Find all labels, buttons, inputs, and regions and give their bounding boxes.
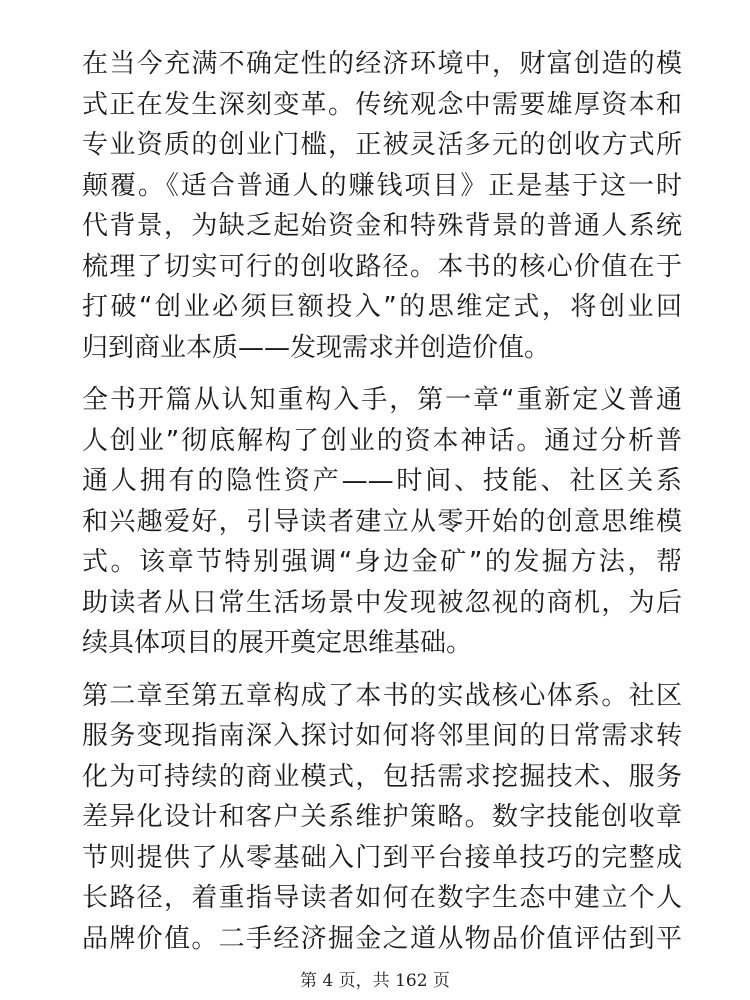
text-line: 式。该章节特别强调“身边金矿”的发掘方法，帮 (82, 547, 682, 577)
page-number-footer: 第 4 页，共 162 页 (300, 971, 450, 991)
text-line: 专业资质的创业门槛，正被灵活多元的创收方式所 (82, 130, 682, 160)
text-line: 差异化设计和客户关系维护策略。数字技能创收章 (82, 802, 682, 832)
paragraph-2 (82, 380, 682, 664)
text-line: 化为可持续的商业模式，包括需求挖掘技术、服务 (82, 761, 682, 792)
text-line: 和兴趣爱好，引导读者建立从零开始的创意思维模 (82, 506, 682, 537)
text-line: 长路径，着重指导读者如何在数字生态中建立个人 (82, 883, 682, 913)
paragraph-1 (82, 44, 682, 368)
text-line: 助读者从日常生活场景中发现被忽视的商机，为后 (82, 587, 682, 618)
text-line: 第二章至第五章构成了本书的实战核心体系。社区 (82, 680, 682, 711)
paragraph-3 (82, 676, 682, 960)
text-line: 品牌价值。二手经济掘金之道从物品价值评估到平 (82, 923, 682, 954)
text-line: 续具体项目的展开奠定思维基础。 (82, 628, 473, 658)
text-line: 服务变现指南深入探讨如何将邻里间的日常需求转 (82, 721, 682, 751)
text-line: 归到商业本质——发现需求并创造价值。 (82, 332, 551, 363)
text-line: 代背景，为缺乏起始资金和特殊背景的普通人系统 (82, 211, 682, 241)
text-line: 节则提供了从零基础入门到平台接单技巧的完整成 (82, 842, 682, 873)
text-line: 在当今充满不确定性的经济环境中，财富创造的模 (82, 49, 682, 79)
text-line: 人创业”彻底解构了创业的资本神话。通过分析普 (82, 425, 682, 456)
text-line: 通人拥有的隐性资产——时间、技能、社区关系 (82, 466, 682, 496)
text-line: 打破“创业必须巨额投入”的思维定式，将创业回 (82, 292, 682, 322)
text-line: 式正在发生深刻变革。传统观念中需要雄厚资本和 (82, 89, 682, 120)
text-line: 梳理了切实可行的创收路径。本书的核心价值在于 (82, 251, 682, 282)
page-body (82, 44, 682, 971)
text-line: 全书开篇从认知重构入手，第一章“重新定义普通 (82, 385, 682, 415)
text-line: 颠覆。《适合普通人的赚钱项目》正是基于这一时 (82, 170, 682, 201)
